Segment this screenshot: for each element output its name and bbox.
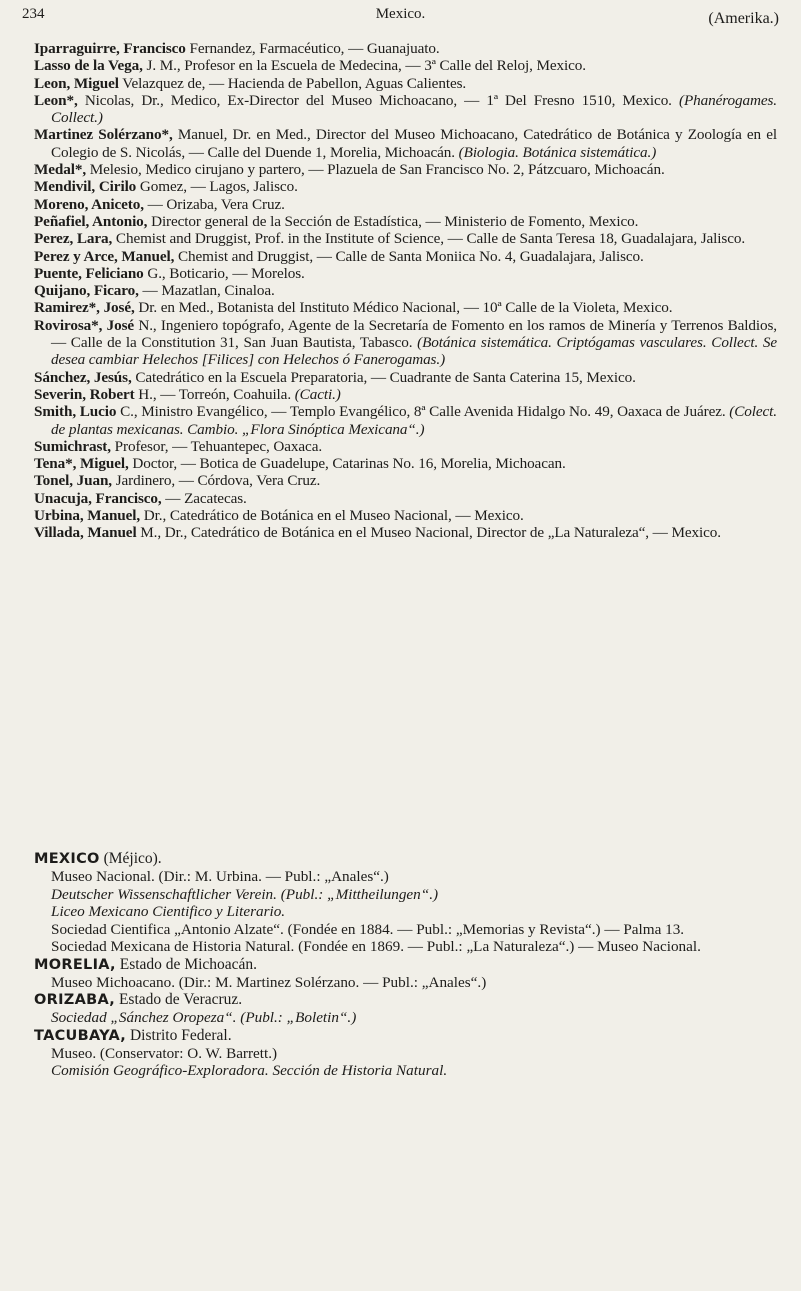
city-heading-mexico <box>34 850 777 868</box>
institution-line: Museo Michoacano. (Dir.: M. Martinez Solérzano. — Publ.: „Anales“.) <box>51 973 487 991</box>
entry-text: Nicolas, Dr., Medico, Ex-Director del Museo Michoacano, — 1ª Del Fresno 1510, Mexico. <box>77 91 672 109</box>
institution-line: Museo. (Conservator: O. W. Barrett.) <box>51 1044 278 1062</box>
entry-note: (Cacti.) <box>291 385 341 403</box>
institution-line: Sociedad „Sánchez Oropeza“. (Publ.: „Boletin“.) <box>51 1009 357 1026</box>
entry-name: Mendivil, Cirilo <box>34 178 137 196</box>
entry-text: Fernandez, Farmacéutico, — Guanajuato. <box>185 40 440 57</box>
entry-note: (Biologia. Botánica sistemática.) <box>454 143 657 161</box>
city-note: Estado de Veracruz. <box>115 991 243 1008</box>
city-name: MEXICO <box>34 851 100 867</box>
entry-name: Puente, Feliciano <box>34 264 144 282</box>
entry-name: Smith, Lucio <box>34 403 117 421</box>
city-note: (Méjico). <box>99 850 162 867</box>
institution-line: Comisión Geográfico-Exploradora. Sección de Historia Natural. <box>51 1062 448 1079</box>
entry-name: Urbina, Manuel, <box>34 507 141 525</box>
entry-name: Leon*, <box>34 91 78 109</box>
entry <box>34 126 777 161</box>
entry-text: Catedrático en la Escuela Preparatoria, — Cuadrante de Santa Caterina 15, Mexico. <box>131 368 636 386</box>
entry <box>34 455 777 472</box>
entry <box>34 161 777 178</box>
entry-name: Leon, Miguel <box>34 74 119 92</box>
entry-name: Ramirez*, José, <box>34 299 135 317</box>
entry <box>34 75 777 92</box>
entry <box>34 472 777 489</box>
institution-line: Deutscher Wissenschaftlicher Verein. (Publ.: „Mittheilungen“.) <box>51 885 439 903</box>
page-number: 234 <box>22 6 45 22</box>
region-label: (Amerika.) <box>708 10 779 27</box>
entry-name: Quijano, Ficaro, <box>34 282 139 300</box>
city-heading-tacubaya <box>34 1027 777 1045</box>
entry-note: (Phanérogames. Collect.) <box>51 91 778 127</box>
entry <box>34 213 777 230</box>
running-title: Mexico. <box>375 6 426 22</box>
entry-text: H., — Torreón, Coahuila. <box>134 385 292 403</box>
entry-text: Melesio, Medico cirujano y partero, — Plazuela de San Francisco No. 2, Pátzcuaro, Michoacán. <box>86 161 665 179</box>
entry-text: Chemist and Druggist, — Calle de Santa Moniica No. 4, Guadalajara, Jalisco. <box>174 247 644 265</box>
entry-text: Profesor, — Tehuantepec, Oaxaca. <box>110 437 323 455</box>
entry-name: Villada, Manuel <box>34 524 137 542</box>
entry-name: Unacuja, Francisco, <box>34 489 162 507</box>
entry-name: Perez, Lara, <box>34 230 113 248</box>
entry-note: (Botánica sistemática. Criptógamas vasculares. Collect. Se desea cambiar Helechos [Filices] con Helechos ó Fanerogamas.) <box>51 334 777 369</box>
entry-text: N., Ingeniero topógrafo, Agente de la Secretaría de Fomento en los ramos de Minería y Terrenos Baldios, — Calle de la Constitution 31, San Juan Bautista, Tabasco. <box>51 316 777 352</box>
entry-note: (Colect. de plantas mexicanas. Cambio. „Flora Sinóptica Mexicana“.) <box>51 403 777 438</box>
entry-text: Dr. en Med., Botanista del Instituto Médico Nacional, — 10ª Calle de la Violeta, Mexico. <box>134 299 673 317</box>
entry <box>34 230 777 247</box>
city-note: Distrito Federal. <box>126 1026 232 1044</box>
entry-text: Chemist and Druggist, Prof. in the Institute of Science, — Calle de Santa Teresa 18, Guadalajara, Jalisco. <box>112 230 746 248</box>
entry-name: Martinez Solérzano*, <box>34 126 173 144</box>
entry-text: J. M., Profesor en la Escuela de Medecina, — 3ª Calle del Reloj, Mexico. <box>142 57 586 75</box>
entry-text: Dr., Catedrático de Botánica en el Museo Nacional, — Mexico. <box>140 507 524 525</box>
city-heading-morelia <box>34 956 777 974</box>
city-name: TACUBAYA, <box>34 1027 127 1044</box>
entry <box>34 524 777 541</box>
entry <box>34 299 777 316</box>
entry <box>34 196 777 213</box>
entry <box>34 282 777 299</box>
institution-line: Museo Nacional. (Dir.: M. Urbina. — Publ.: „Anales“.) <box>51 868 389 885</box>
institution-line: Sociedad Cientifica „Antonio Alzate“. (Fondée en 1884. — Publ.: „Memorias y Revista“.) — Palma 13. <box>51 920 685 938</box>
entry-name: Iparraguirre, Francisco <box>34 40 186 57</box>
city-heading-orizaba <box>34 991 777 1009</box>
entry <box>34 178 777 195</box>
entry <box>34 403 777 438</box>
entry <box>34 438 777 455</box>
entry-text: Velazquez de, — Hacienda de Pabellon, Aguas Calientes. <box>118 74 467 92</box>
city-name: MORELIA, <box>34 956 116 973</box>
institution-line: Sociedad Mexicana de Historia Natural. (Fondée en 1869. — Publ.: „La Naturaleza“.) — Museo Nacional. <box>51 938 701 955</box>
entry-name: Medal*, <box>34 161 87 179</box>
city-note: Estado de Michoacán. <box>115 955 258 973</box>
entry-name: Tonel, Juan, <box>34 472 113 490</box>
entry-name: Rovirosa*, José <box>34 316 135 334</box>
entry-name: Sánchez, Jesús, <box>34 368 132 386</box>
entry-name: Peñafiel, Antonio, <box>34 212 148 230</box>
entry <box>34 92 777 127</box>
entry-text: — Orizaba, Vera Cruz. <box>143 195 285 213</box>
entry-text: — Mazatlan, Cinaloa. <box>138 282 275 300</box>
entry-text: Gomez, — Lagos, Jalisco. <box>136 178 298 196</box>
entry-name: Moreno, Aniceto, <box>34 195 144 213</box>
entry-text: Manuel, Dr. en Med., Director del Museo Michoacano, Catedrático de Botánica y Zoología en el Colegio de S. Nicolás, — Calle del Duende 1, Morelia, Michoacán. <box>51 126 777 161</box>
entry-text: — Zacatecas. <box>161 489 247 507</box>
entry-text: Doctor, — Botica de Guadelupe, Catarinas No. 16, Morelia, Michoacan. <box>128 455 566 473</box>
entry-text: Jardinero, — Córdova, Vera Cruz. <box>112 472 321 490</box>
entry-text: C., Ministro Evangélico, — Templo Evangélico, 8ª Calle Avenida Hidalgo No. 49, Oaxaca de Juárez. <box>116 403 726 421</box>
entry-name: Sumichrast, <box>34 437 111 455</box>
entry <box>34 507 777 524</box>
entry <box>34 40 777 57</box>
institution-line: Liceo Mexicano Cientifico y Literario. <box>51 903 286 920</box>
entry <box>34 265 777 282</box>
entry-name: Lasso de la Vega, <box>34 57 143 75</box>
institutions-section <box>34 850 777 1080</box>
page-header <box>22 6 779 32</box>
entry <box>34 490 777 507</box>
entry <box>34 57 777 74</box>
entry-name: Tena*, Miguel, <box>34 455 129 473</box>
entry-text: G., Boticario, — Morelos. <box>143 264 305 282</box>
directory-entries <box>34 40 777 542</box>
entry <box>34 317 777 369</box>
entry <box>34 386 777 403</box>
entry <box>34 369 777 386</box>
entry-text: M., Dr., Catedrático de Botánica en el Museo Nacional, Director de „La Naturaleza“, — Mexico. <box>136 524 721 542</box>
entry-text: Director general de la Sección de Estadística, — Ministerio de Fomento, Mexico. <box>147 212 639 230</box>
city-name: ORIZABA, <box>34 992 116 1008</box>
entry-name: Perez y Arce, Manuel, <box>34 247 175 265</box>
entry-name: Severin, Robert <box>34 385 135 403</box>
entry <box>34 248 777 265</box>
